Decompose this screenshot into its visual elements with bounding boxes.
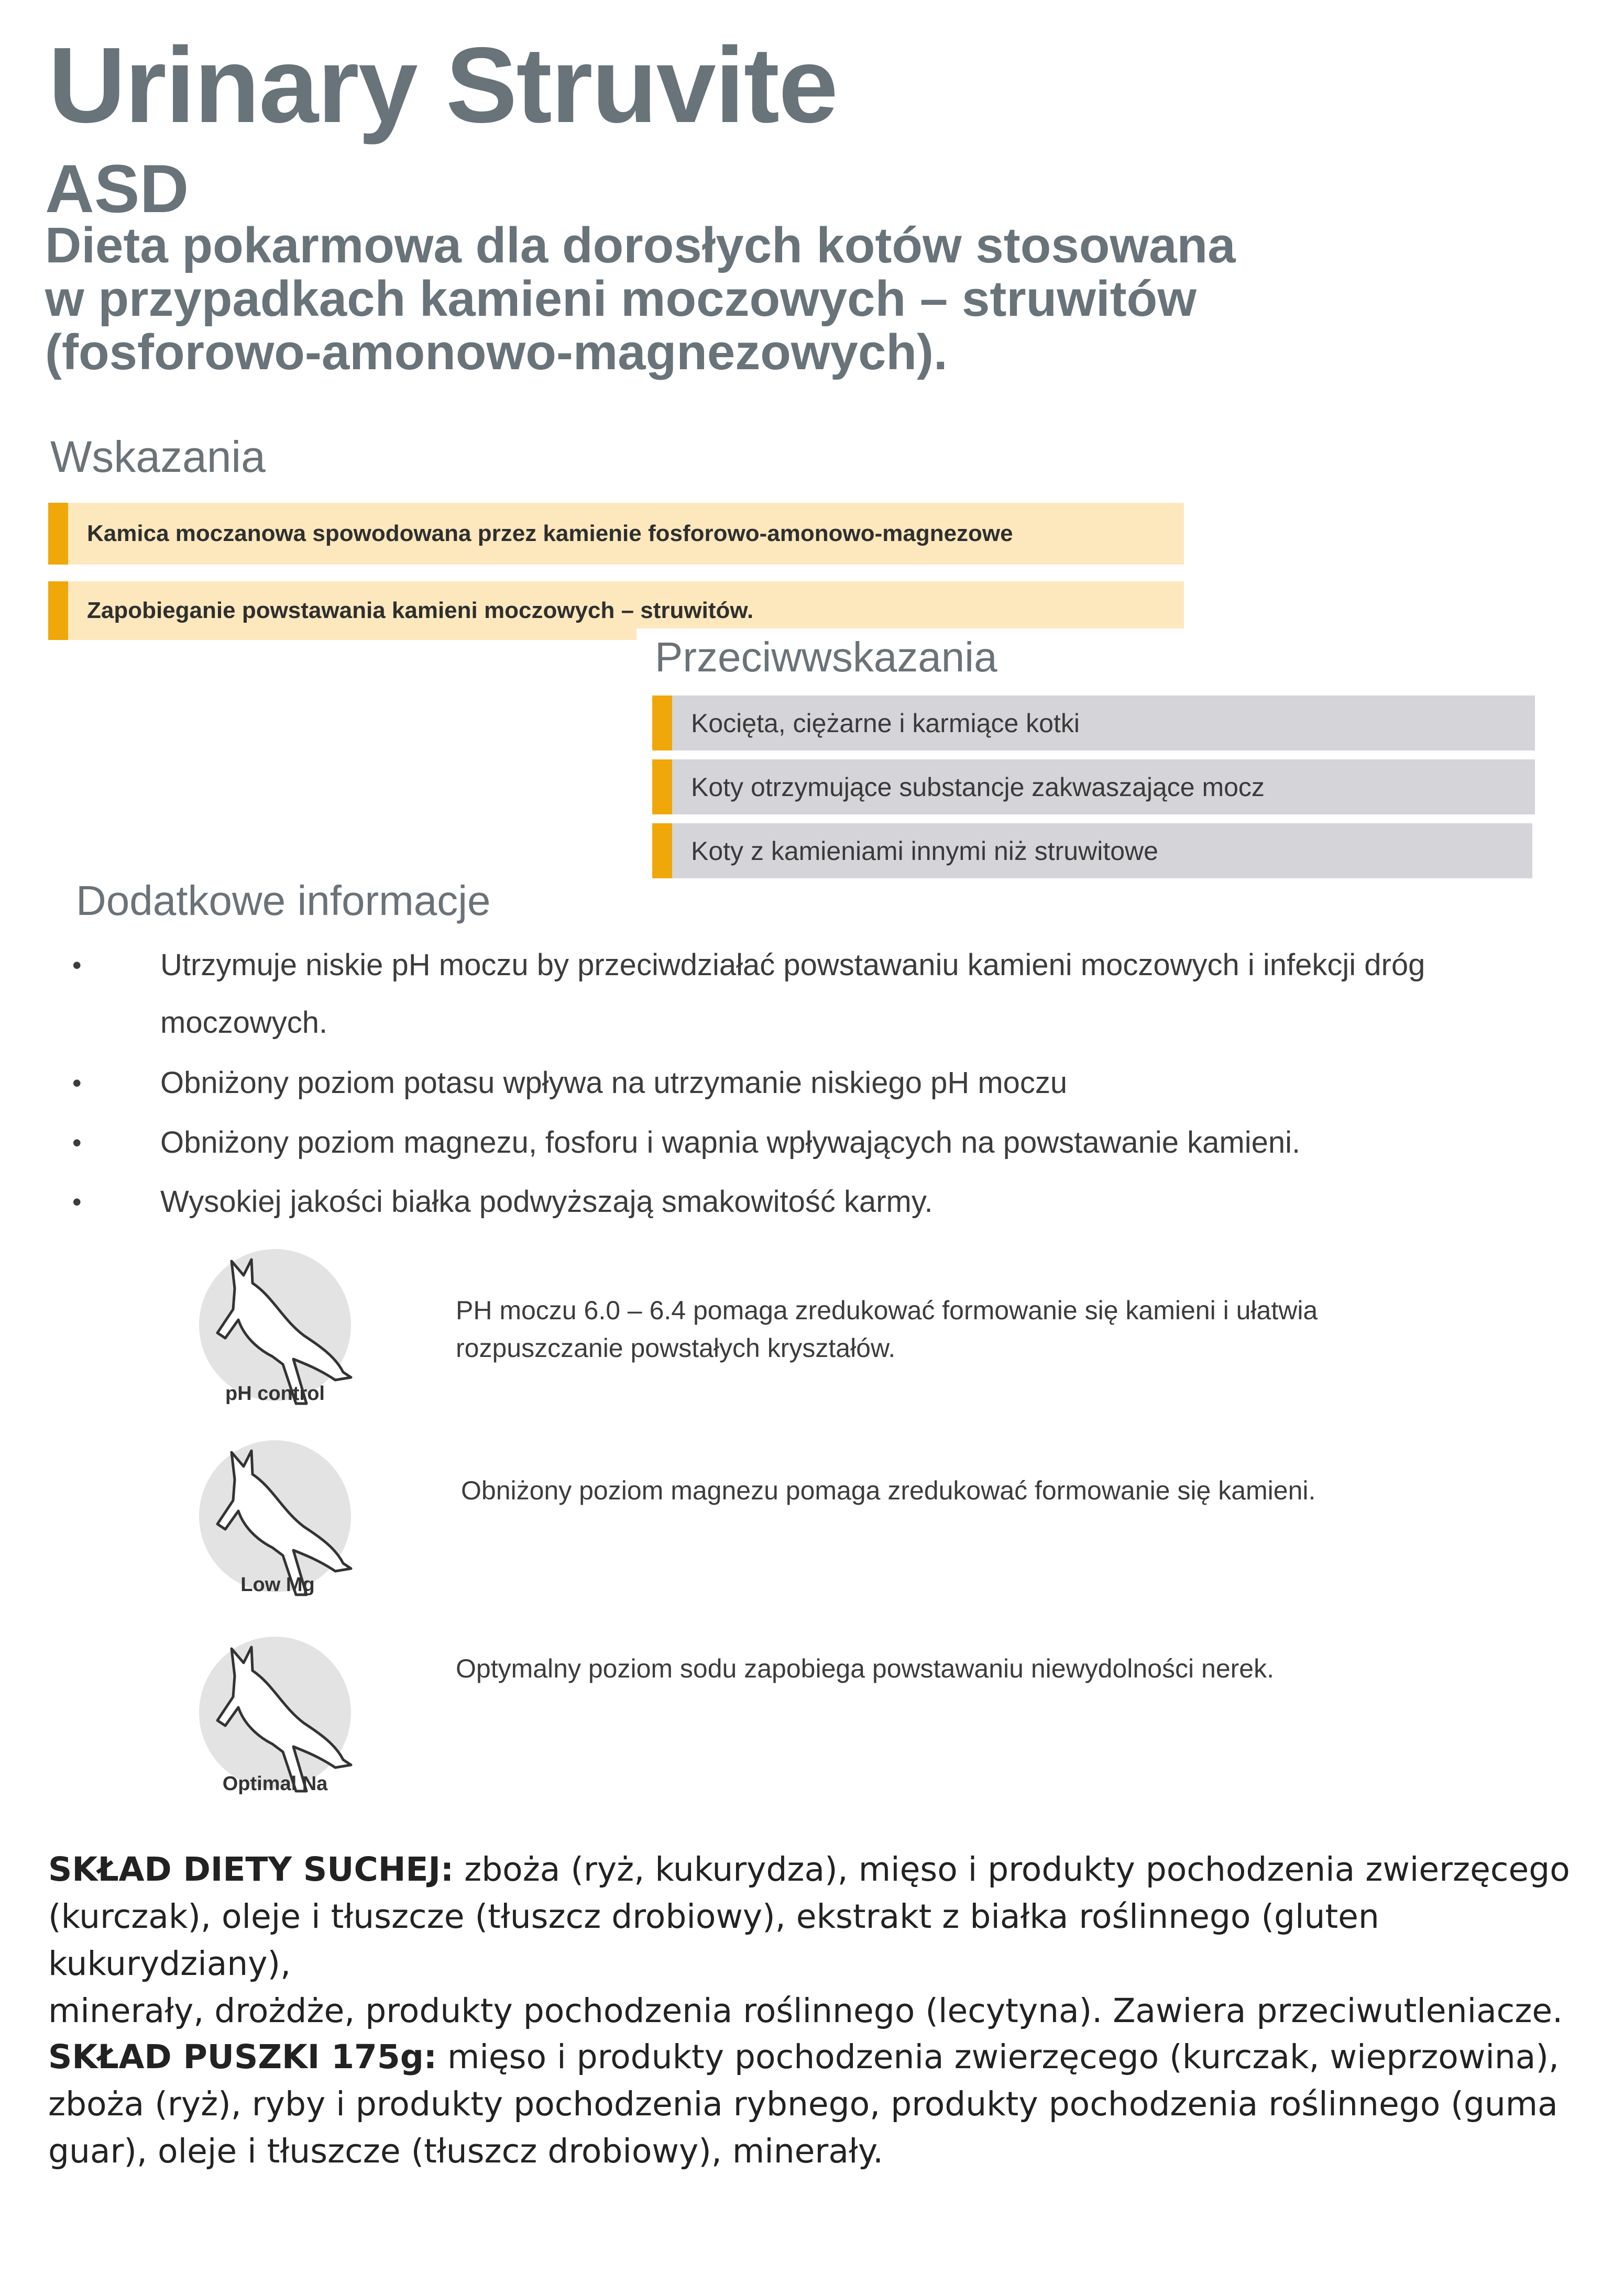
composition-line: guar), oleje i tłuszcze (tłuszcz drobiowy), minerały. <box>48 2132 884 2170</box>
feature-text <box>456 1650 1274 1687</box>
composition-can <box>48 2034 1578 2175</box>
subtitle-line: w przypadkach kamieni moczowych – struwitów <box>45 271 1197 327</box>
contraindication-text: Kocięta, ciężarne i karmiące kotki <box>691 708 1080 738</box>
composition-label: SKŁAD PUSZKI 175g: <box>48 2038 437 2076</box>
bullet-icon: • <box>72 1068 82 1098</box>
composition-text: mięso i produkty pochodzenia zwierzęcego (kurczak, wieprzowina), <box>437 2038 1560 2076</box>
composition-text: zboża (ryż, kukurydza), mięso i produkty pochodzenia zwierzęcego <box>454 1850 1570 1889</box>
contraindication-item <box>652 759 1535 814</box>
info-list-item <box>72 1054 1529 1112</box>
feature-label: pH control <box>225 1383 325 1405</box>
composition-line: minerały, drożdże, produkty pochodzenia roślinnego (lecytyna). Zawiera przeciwutleniacze. <box>48 1992 1563 2030</box>
info-text: Obniżony poziom potasu wpływa na utrzymanie niskiego pH moczu <box>160 1066 1068 1100</box>
subtitle-line: (fosforowo-amonowo-magnezowych). <box>45 324 948 380</box>
info-text: Utrzymuje niskie pH moczu by przeciwdziałać powstawaniu kamieni moczowych i infekcji dróg moczowych. <box>160 948 1425 1040</box>
info-list-item <box>72 1114 1529 1172</box>
contraindication-text: Koty z kamieniami innymi niż struwitowe <box>691 836 1158 866</box>
feature-label: Optimal Na <box>222 1773 328 1795</box>
bullet-icon: • <box>72 951 82 980</box>
product-subtitle <box>45 219 1236 379</box>
info-text: Wysokiej jakości białka podwyższają smakowitość karmy. <box>160 1185 933 1219</box>
feature-text-line: Obniżony poziom magnezu pomaga zredukować formowanie się kamieni. <box>461 1476 1316 1505</box>
product-title: Urinary Struvite <box>48 25 838 145</box>
composition-line <box>48 2034 1578 2081</box>
composition-line <box>48 1846 1578 1893</box>
composition-dry <box>48 1846 1578 2035</box>
feature-text <box>456 1292 1318 1367</box>
indications-heading: Wskazania <box>50 432 266 481</box>
feature-text <box>461 1472 1315 1509</box>
contraindication-text: Koty otrzymujące substancje zakwaszające mocz <box>691 772 1265 802</box>
feature-text-line: rozpuszczanie powstałych kryształów. <box>456 1333 896 1363</box>
info-list-item <box>72 936 1529 1052</box>
composition-line: zboża (ryż), ryby i produkty pochodzenia rybnego, produkty pochodzenia roślinnego (guma <box>48 2085 1558 2123</box>
contraindication-item <box>652 696 1535 750</box>
product-code: ASD <box>45 150 189 227</box>
indication-text: Zapobieganie powstawania kamieni moczowych – struwitów. <box>87 598 754 623</box>
feature-label: Low Mg <box>240 1574 315 1596</box>
feature-text-line: Optymalny poziom sodu zapobiega powstawaniu niewydolności nerek. <box>456 1654 1274 1683</box>
info-text: Obniżony poziom magnezu, fosforu i wapnia wpływających na powstawanie kamieni. <box>160 1125 1301 1160</box>
subtitle-line: Dieta pokarmowa dla dorosłych kotów stosowana <box>45 217 1236 273</box>
indication-item <box>48 503 1184 565</box>
composition-label: SKŁAD DIETY SUCHEJ: <box>48 1850 454 1889</box>
feature-text-line: PH moczu 6.0 – 6.4 pomaga zredukować formowanie się kamieni i ułatwia <box>456 1296 1318 1325</box>
indication-text: Kamica moczanowa spowodowana przez kamienie fosforowo-amonowo-magnezowe <box>87 521 1013 546</box>
info-list-item <box>72 1173 1529 1231</box>
contraindication-item <box>652 823 1532 878</box>
bullet-icon: • <box>72 1187 82 1217</box>
composition-line: (kurczak), oleje i tłuszcze (tłuszcz drobiowy), ekstrakt z białka roślinnego (gluten kukurydziany), <box>48 1897 1379 1983</box>
additional-info-heading: Dodatkowe informacje <box>76 877 491 924</box>
bullet-icon: • <box>72 1128 82 1157</box>
contraindications-heading: Przeciwwskazania <box>655 634 997 680</box>
